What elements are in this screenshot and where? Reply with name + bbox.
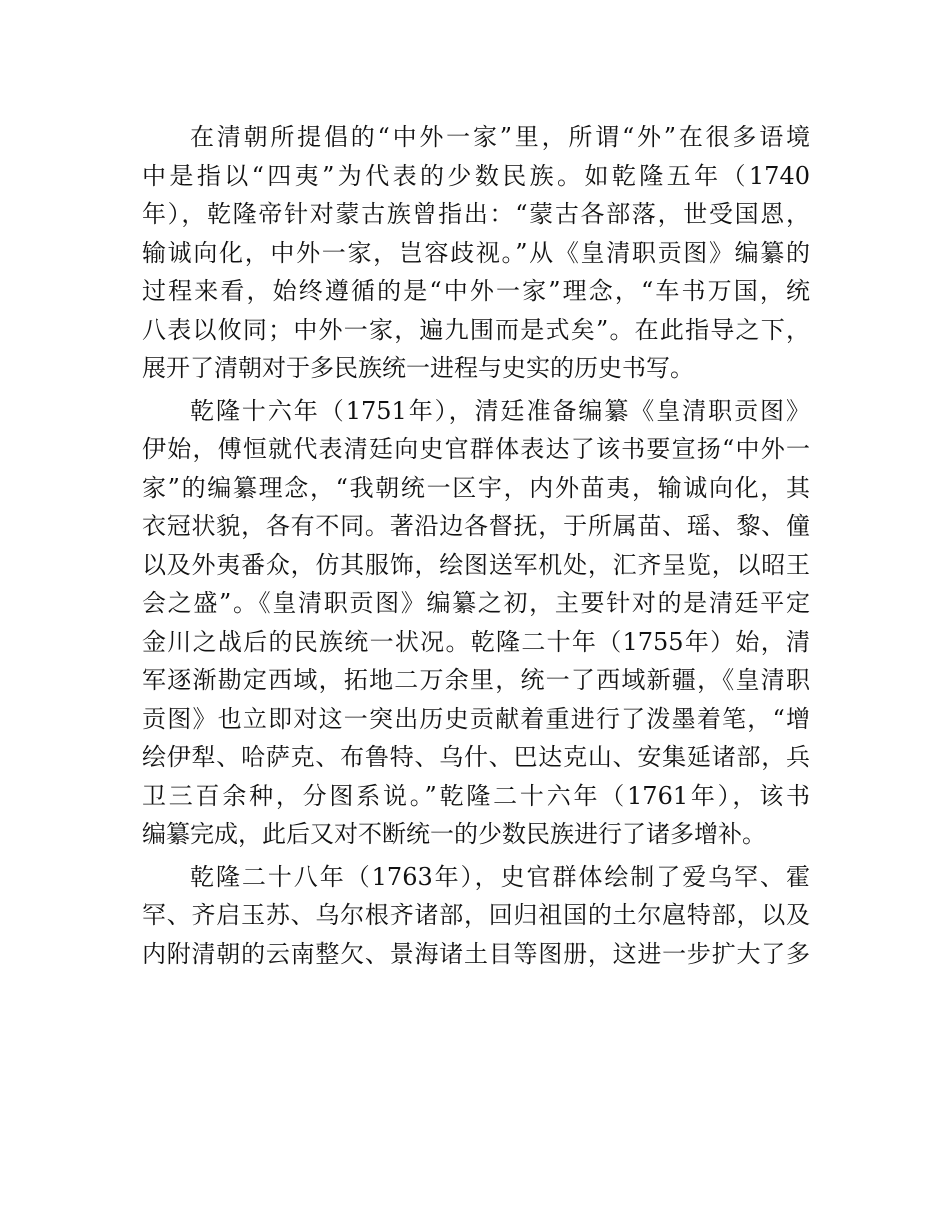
document-body	[142, 118, 810, 977]
text-line: 军逐渐勘定西域，拓地二万余里，统一了西域新疆，《皇清职	[142, 666, 810, 694]
text-line: 过程来看，始终遵循的是“中外一家”理念，“车书万国，统	[142, 277, 810, 305]
text-line: 年），乾隆帝针对蒙古族曾指出：“蒙古各部落，世受国恩，	[142, 200, 810, 228]
paragraph-3	[142, 858, 810, 974]
text-line: 衣冠状貌，各有不同。著沿边各督抚，于所属苗、瑶、黎、僮	[142, 512, 810, 540]
text-line: 乾隆二十八年（1763年），史官群体绘制了爱乌罕、霍	[190, 862, 810, 891]
text-line: 伊始，傅恒就代表清廷向史官群体表达了该书要宣扬“中外一	[142, 435, 810, 463]
text-line: 会之盛”。《皇清职贡图》编纂之初，主要针对的是清廷平定	[142, 589, 810, 617]
text-line: 展开了清朝对于多民族统一进程与史实的历史书写。	[142, 354, 694, 382]
text-line: 金川之战后的民族统一状况。乾隆二十年（1755年）始，清	[142, 627, 810, 656]
text-line: 卫三百余种，分图系说。”乾隆二十六年（1761年），该书	[142, 781, 810, 810]
text-line: 输诚向化，中外一家，岂容歧视。”从《皇清职贡图》编纂的	[142, 238, 810, 267]
text-line: 乾隆十六年（1751年），清廷准备编纂《皇清职贡图》	[190, 396, 810, 425]
text-line: 在清朝所提倡的“中外一家”里，所谓“外”在很多语境	[190, 123, 810, 151]
paragraph-2	[142, 392, 810, 854]
text-line: 绘伊犁、哈萨克、布鲁特、乌什、巴达克山、安集延诸部，兵	[142, 743, 810, 771]
text-line: 家”的编纂理念，“我朝统一区宇，内外苗夷，输诚向化，其	[142, 473, 810, 502]
text-line: 罕、齐启玉苏、乌尔根齐诸部，回归祖国的土尔扈特部，以及	[142, 901, 810, 929]
text-line: 贡图》也立即对这一突出历史贡献着重进行了泼墨着笔，“增	[142, 704, 810, 733]
paragraph-1	[142, 118, 810, 388]
text-line: 以及外夷番众，仿其服饰，绘图送军机处，汇齐呈览，以昭王	[142, 550, 810, 579]
text-line: 编纂完成，此后又对不断统一的少数民族进行了诸多增补。	[142, 820, 766, 848]
text-line: 八表以攸同；中外一家，遍九围而是式矣”。在此指导之下，	[142, 315, 810, 344]
text-line: 中是指以“四夷”为代表的少数民族。如乾隆五年（1740	[142, 161, 810, 190]
text-line: 内附清朝的云南整欠、景海诸土目等图册，这进一步扩大了多	[142, 939, 810, 968]
